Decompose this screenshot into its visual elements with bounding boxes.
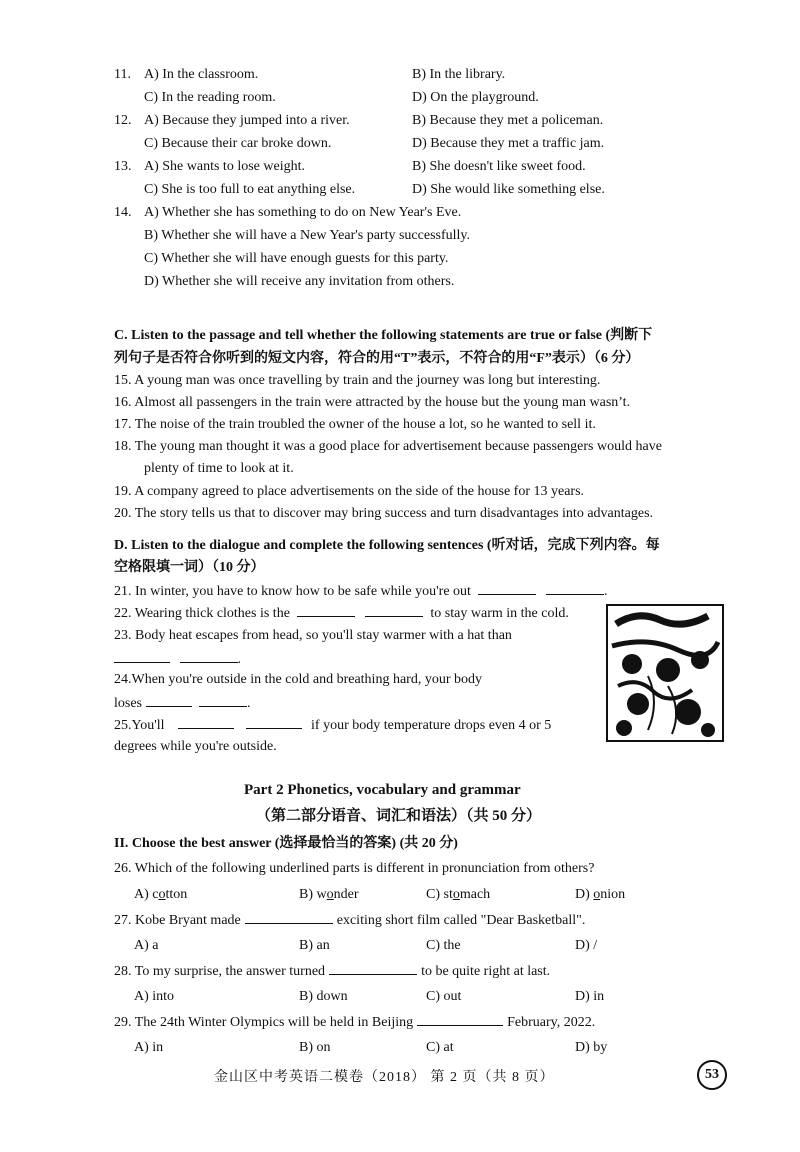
option-c: C) at xyxy=(426,1040,454,1055)
answer-blank[interactable] xyxy=(329,960,417,975)
sentence-25-text-mid: if your body temperature drops even 4 or 5 xyxy=(311,718,552,733)
answer-blank[interactable] xyxy=(199,692,247,707)
statement-19: 19. A company agreed to place advertisements on the side of the house for 13 years. xyxy=(114,484,585,499)
option-b: B) an xyxy=(299,938,330,953)
illustration-drawing xyxy=(608,606,722,740)
option-d: D) Because they met a traffic jam. xyxy=(412,136,605,151)
option-d: D) Whether she will receive any invitation from others. xyxy=(144,274,455,289)
sentence-21 xyxy=(114,580,607,603)
sentence-22-text: 22. Wearing thick clothes is the xyxy=(114,606,290,621)
option-b: B) wonder xyxy=(299,887,359,902)
answer-blank[interactable] xyxy=(180,648,238,663)
sentence-24-blanks xyxy=(114,692,251,715)
option-b: B) on xyxy=(299,1040,331,1055)
option-b: B) She doesn't like sweet food. xyxy=(412,159,586,174)
period: . xyxy=(237,652,241,667)
statement-17: 17. The noise of the train troubled the owner of the house a lot, so he wanted to sell it. xyxy=(114,417,596,432)
section-d-title-cont: 空格限填一词）（10 分） xyxy=(114,560,265,575)
sentence-23-blanks xyxy=(114,648,241,671)
option-c: C) out xyxy=(426,989,462,1004)
period: . xyxy=(603,584,608,599)
question-number: 13. xyxy=(114,159,132,174)
section-c-title: C. Listen to the passage and tell whether the following statements are true or false (判断下 xyxy=(114,328,653,343)
sentence-25 xyxy=(114,714,551,737)
part2-title: Part 2 Phonetics, vocabulary and grammar xyxy=(244,782,521,798)
part2-subtitle: （第二部分语音、词汇和语法）（共 50 分） xyxy=(256,808,542,824)
statement-20: 20. The story tells us that to discover may bring success and turn disadvantages into advantages. xyxy=(114,506,654,521)
answer-blank[interactable] xyxy=(546,580,604,595)
option-d: D) in xyxy=(575,989,605,1004)
question-stem: 29. The 24th Winter Olympics will be held in Beijing February, 2022. xyxy=(114,1011,595,1034)
answer-blank[interactable] xyxy=(146,692,192,707)
statement-16: 16. Almost all passengers in the train were attracted by the house but the young man wasn’t. xyxy=(114,395,631,410)
answer-blank[interactable] xyxy=(478,580,536,595)
answer-blank[interactable] xyxy=(297,602,355,617)
option-d: D) / xyxy=(575,938,598,953)
sentence-21-text: 21. In winter, you have to know how to be safe while you're out xyxy=(114,584,471,599)
section-c-title-cont: 列句子是否符合你听到的短文内容，符合的用“T”表示，不符合的用“F”表示）（6 分） xyxy=(114,351,640,366)
option-d: D) She would like something else. xyxy=(412,182,605,197)
option-d: D) On the playground. xyxy=(412,90,539,105)
answer-blank[interactable] xyxy=(178,714,234,729)
option-b: B) down xyxy=(299,989,348,1004)
option-a: A) In the classroom. xyxy=(144,67,259,82)
option-d: D) onion xyxy=(575,887,626,902)
page-footer: 金山区中考英语二模卷（2018） 第 2 页（共 8 页） xyxy=(214,1070,555,1085)
option-a: A) into xyxy=(134,989,175,1004)
option-a: A) She wants to lose weight. xyxy=(144,159,305,174)
option-c: C) Whether she will have enough guests for this party. xyxy=(144,251,449,266)
question-stem: 27. Kobe Bryant made exciting short film called "Dear Basketball". xyxy=(114,909,585,932)
option-a: A) a xyxy=(134,938,159,953)
answer-blank[interactable] xyxy=(417,1011,503,1026)
statement-18-cont: plenty of time to look at it. xyxy=(144,461,294,476)
answer-blank[interactable] xyxy=(365,602,423,617)
option-c: C) Because their car broke down. xyxy=(144,136,332,151)
answer-blank[interactable] xyxy=(245,909,333,924)
sentence-22 xyxy=(114,602,569,625)
sentence-25-text: 25.You'll xyxy=(114,718,165,733)
option-c: C) In the reading room. xyxy=(144,90,276,105)
question-number: 14. xyxy=(114,205,132,220)
question-number: 12. xyxy=(114,113,132,128)
question-stem: 26. Which of the following underlined parts is different in pronunciation from others? xyxy=(114,861,595,876)
option-c: C) She is too full to eat anything else. xyxy=(144,182,356,197)
option-b: B) In the library. xyxy=(412,67,506,82)
sentence-24-text-end: loses xyxy=(114,696,142,711)
statement-18: 18. The young man thought it was a good place for advertisement because passengers would have xyxy=(114,439,662,454)
question-stem: 28. To my surprise, the answer turned to be quite right at last. xyxy=(114,960,550,983)
section-2-title: II. Choose the best answer (选择最恰当的答案) (共 20 分) xyxy=(114,836,458,851)
section-d-title: D. Listen to the dialogue and complete the following sentences (听对话，完成下列内容。每 xyxy=(114,538,660,553)
question-number: 11. xyxy=(114,67,131,82)
statement-15: 15. A young man was once travelling by train and the journey was long but interesting. xyxy=(114,373,601,388)
option-b: B) Whether she will have a New Year's party successfully. xyxy=(144,228,470,243)
period: . xyxy=(247,696,251,711)
answer-blank[interactable] xyxy=(246,714,302,729)
page-number-badge: 53 xyxy=(697,1060,727,1090)
sentence-23: 23. Body heat escapes from head, so you'll stay warmer with a hat than xyxy=(114,628,512,643)
sentence-25-cont: degrees while you're outside. xyxy=(114,739,277,754)
sentence-22-text-end: to stay warm in the cold. xyxy=(430,606,569,621)
option-b: B) Because they met a policeman. xyxy=(412,113,604,128)
sentence-24: 24.When you're outside in the cold and breathing hard, your body xyxy=(114,672,482,687)
option-a: A) cotton xyxy=(134,887,188,902)
option-a: A) Because they jumped into a river. xyxy=(144,113,350,128)
option-a: A) Whether she has something to do on New Year's Eve. xyxy=(144,205,462,220)
option-c: C) stomach xyxy=(426,887,491,902)
answer-blank[interactable] xyxy=(114,648,170,663)
option-a: A) in xyxy=(134,1040,164,1055)
illustration-image xyxy=(606,604,724,742)
option-d: D) by xyxy=(575,1040,608,1055)
option-c: C) the xyxy=(426,938,461,953)
